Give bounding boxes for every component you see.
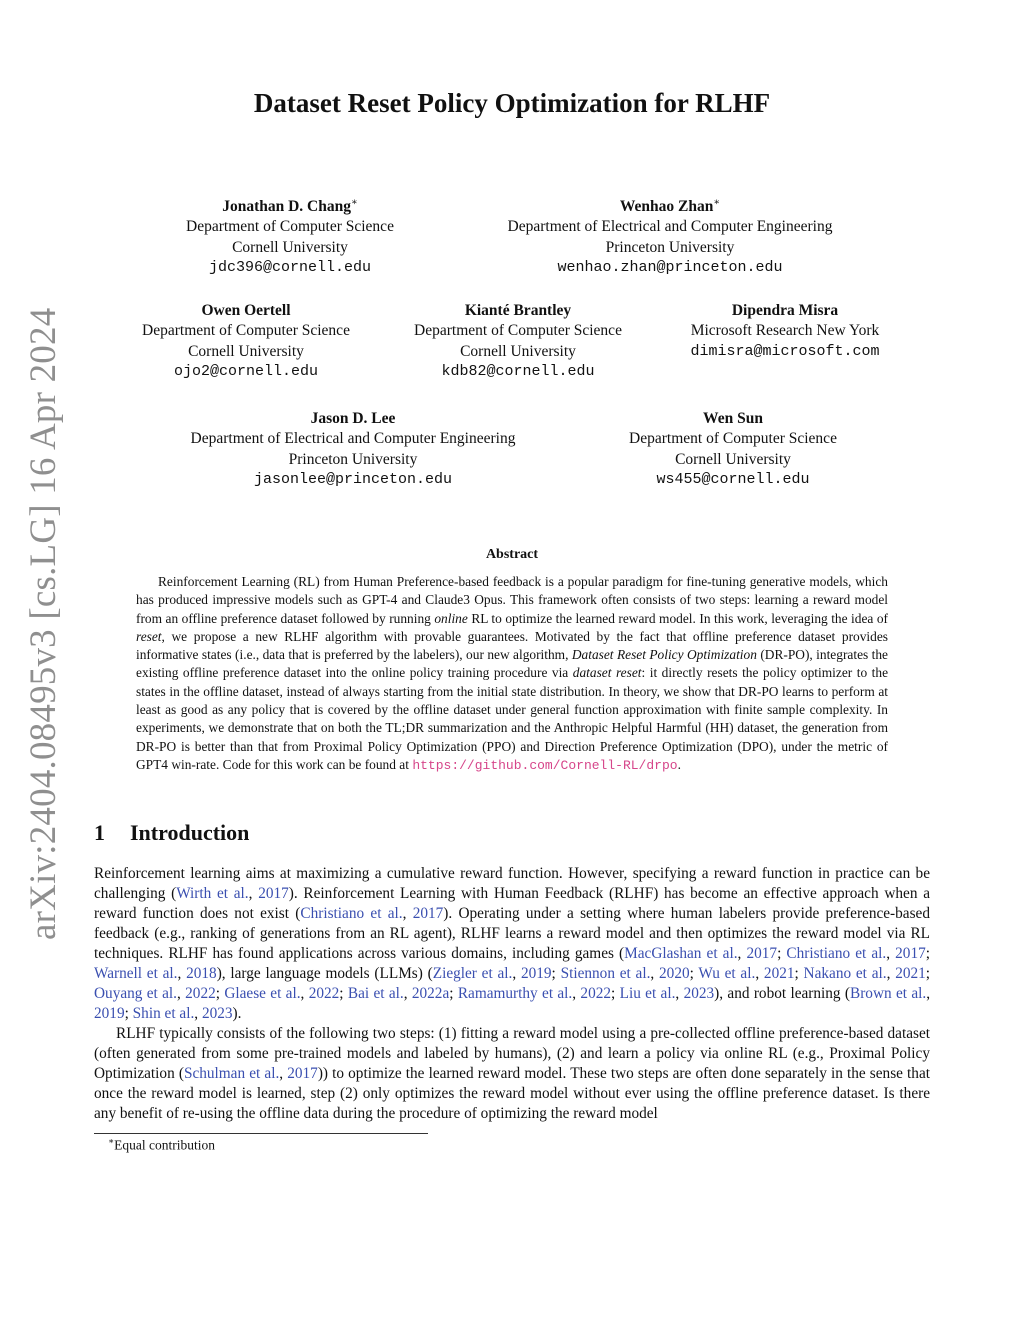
author-block xyxy=(191,409,516,490)
paragraph-text: , xyxy=(755,965,764,982)
intro-paragraph xyxy=(94,1024,930,1124)
paragraph-text: , xyxy=(194,1005,202,1022)
citation-link[interactable]: 2023 xyxy=(683,985,715,1002)
intro-paragraph xyxy=(94,864,930,1024)
citation-link[interactable]: Christiano et al. xyxy=(786,945,887,962)
paragraph-text: ; xyxy=(339,985,348,1002)
author-institution: Cornell University xyxy=(460,342,576,360)
abstract-heading: Abstract xyxy=(485,547,539,562)
citation-link[interactable]: Ouyang et al. xyxy=(94,985,177,1002)
citation-link[interactable]: 2017 xyxy=(287,1065,318,1082)
paragraph-text: ; xyxy=(689,965,699,982)
footnote-mark: ∗ xyxy=(108,1136,115,1146)
author-email[interactable]: wenhao.zhan@princeton.edu xyxy=(557,259,783,277)
paragraph-text: )) to optimize the learned reward model. These two steps are often done separately in the sense that once the reward model is learned, step (2) only optimizes the reward model without ever using the offline preference dataset. Is there any benefit of re-using the offline data during the procedure of optimizing the reward model xyxy=(94,1065,930,1122)
citation-link[interactable]: Ramamurthy et al. xyxy=(457,985,573,1002)
code-link[interactable]: https://github.com/Cornell-RL/drpo xyxy=(412,757,678,773)
paragraph-text: , xyxy=(402,905,413,922)
citation-link[interactable]: Ziegler et al. xyxy=(432,965,513,982)
citation-link[interactable]: Brown et al. xyxy=(850,985,927,1002)
section-title: Introduction xyxy=(130,820,250,845)
author-block xyxy=(186,193,394,278)
abstract-text: Reinforcement Learning (RL) from Human Preference-based feedback is a popular paradigm for fine-tuning generative models, which has produced impressive models such as GPT-4 and Claude3 Opus. This framework often consists of two steps: learning a reward model from an offline preference dataset followed by running online RL to optimize the learned reward model. In this work, leveraging the idea of reset, we propose a new RLHF algorithm with provable guarantees. Motivated by the fact that offline preference dataset provides informative states (i.e., data that is preferred by the labelers), our new algorithm, Dataset Reset Policy Optimization (DR-PO), integrates the existing offline preference dataset into the online policy training procedure via dataset reset: it directly resets the policy optimizer to the states in the offline dataset, instead of always starting from the initial state distribution. In theory, we show that DR-PO learns to perform at least as good as any policy that is covered by the offline dataset under general function approximation with finite sample complexity. In experiments, we demonstrate that on both the TL;DR summarization and the Anthropic Helpful Harmful (HH) dataset, the generation from DR-PO is better than that from Proximal Policy Optimization (PPO) and Direction Preference Optimization (DPO), under the metric of GPT4 win-rate. Code for this work can be found at https://github.com/Cornell-RL/drpo. xyxy=(136,574,889,773)
citation-link[interactable]: 2017 xyxy=(746,945,778,962)
citation-link[interactable]: Shin et al. xyxy=(132,1005,195,1022)
section-heading xyxy=(94,820,249,846)
author-email[interactable]: dimisra@microsoft.com xyxy=(690,342,880,360)
author-name: Wen Sun xyxy=(703,410,763,427)
citation-link[interactable]: 2017 xyxy=(895,945,926,962)
author-institution: Princeton University xyxy=(605,238,735,256)
paragraph-text: , xyxy=(737,945,747,962)
footnote-divider xyxy=(94,1133,428,1134)
author-department: Department of Electrical and Computer Engineering xyxy=(190,430,516,448)
citation-link[interactable]: Bai et al. xyxy=(347,985,404,1002)
paragraph-text: , xyxy=(886,945,896,962)
paragraph-text: , xyxy=(650,965,660,982)
citation-link[interactable]: 2022 xyxy=(185,985,216,1002)
footnote-text: Equal contribution xyxy=(114,1137,215,1153)
author-block xyxy=(629,409,837,490)
paragraph-text: ; xyxy=(794,965,804,982)
author-email[interactable]: jdc396@cornell.edu xyxy=(208,259,372,277)
equal-contribution-mark: ∗ xyxy=(713,197,721,208)
author-department: Department of Computer Science xyxy=(186,218,394,236)
paragraph-text: ; xyxy=(777,945,787,962)
paper-title: Dataset Reset Policy Optimization for RLHF xyxy=(253,88,771,118)
citation-link[interactable]: 2018 xyxy=(186,965,217,982)
author-institution: Cornell University xyxy=(232,238,348,256)
author-name: Wenhao Zhan xyxy=(619,198,714,216)
paragraph-text: ). Operating under a setting where human labelers provide preference-based feedback (e.g., ranking of generations from an RL agent), RLHF learns a reward model and then optimizes the reward model via RL techniques. RLHF has found applications across various domains, including games ( xyxy=(94,905,930,962)
author-name: Dipendra Misra xyxy=(731,302,839,319)
paragraph-text: Reinforcement learning aims at maximizing a cumulative reward function. However, specifying a reward function in practice can be challenging ( xyxy=(94,865,930,902)
author-block xyxy=(414,301,622,382)
citation-link[interactable]: MacGlashan et al. xyxy=(624,945,738,962)
paragraph-text: , xyxy=(926,985,931,1002)
author-block xyxy=(142,301,350,382)
paragraph-text: , xyxy=(886,965,896,982)
citation-link[interactable]: 2017 xyxy=(412,905,444,922)
citation-link[interactable]: Nakano et al. xyxy=(803,965,887,982)
paragraph-text: ), large language models (LLMs) ( xyxy=(216,965,433,982)
paragraph-text: ). xyxy=(232,1005,242,1022)
citation-link[interactable]: Schulman et al. xyxy=(183,1065,280,1082)
citation-link[interactable]: 2019 xyxy=(520,965,552,982)
paragraph-text: ), and robot learning ( xyxy=(714,985,850,1002)
citation-link[interactable]: Christiano et al. xyxy=(300,905,403,922)
author-block xyxy=(508,193,833,278)
citation-link[interactable]: 2020 xyxy=(659,965,690,982)
paragraph-text: , xyxy=(675,985,684,1002)
author-institution: Cornell University xyxy=(675,450,791,468)
citation-link[interactable]: 2019 xyxy=(94,1005,125,1022)
author-email[interactable]: ojo2@cornell.edu xyxy=(173,362,319,380)
paragraph-text: ; xyxy=(925,965,931,982)
citation-link[interactable]: Wu et al. xyxy=(698,965,756,982)
citation-link[interactable]: Warnell et al. xyxy=(94,965,178,982)
paragraph-text: , xyxy=(177,985,186,1002)
equal-contribution-mark: ∗ xyxy=(350,197,358,208)
author-name: Kianté Brantley xyxy=(464,302,572,319)
arxiv-identifier: arXiv:2404.08495v3 [cs.LG] 16 Apr 2024 xyxy=(23,307,64,940)
paragraph-text: , xyxy=(403,985,412,1002)
section-number: 1 xyxy=(94,820,105,845)
citation-link[interactable]: 2021 xyxy=(895,965,926,982)
author-department: Microsoft Research New York xyxy=(690,322,880,340)
author-department: Department of Electrical and Computer Engineering xyxy=(507,218,833,236)
author-department: Department of Computer Science xyxy=(414,322,622,340)
author-name: Jason D. Lee xyxy=(310,410,396,427)
citation-link[interactable]: Glaese et al. xyxy=(224,985,301,1002)
citation-link[interactable]: 2023 xyxy=(201,1005,233,1022)
citation-link[interactable]: Stiennon et al. xyxy=(560,965,651,982)
paragraph-text: ; xyxy=(449,985,458,1002)
author-name: Jonathan D. Chang xyxy=(222,198,351,216)
citation-link[interactable]: 2022 xyxy=(308,985,340,1002)
paragraph-text: ; xyxy=(611,985,620,1002)
paragraph-text: , xyxy=(512,965,521,982)
author-email[interactable]: jasonlee@princeton.edu xyxy=(253,470,453,488)
author-name: Owen Oertell xyxy=(201,302,291,319)
citation-link[interactable]: 2021 xyxy=(763,965,795,982)
paragraph-text: , xyxy=(300,985,309,1002)
footnote xyxy=(108,1136,215,1154)
citation-link[interactable]: 2022a xyxy=(411,985,450,1002)
paragraph-text: , xyxy=(572,985,581,1002)
paragraph-text: , xyxy=(279,1065,288,1082)
paragraph-text: ; xyxy=(124,1005,133,1022)
paragraph-text: ; xyxy=(551,965,561,982)
author-email[interactable]: ws455@cornell.edu xyxy=(656,470,810,488)
author-block xyxy=(690,301,879,362)
paragraph-text: ; xyxy=(925,945,930,962)
author-institution: Princeton University xyxy=(288,450,418,468)
paragraph-text: , xyxy=(248,885,259,902)
author-institution: Cornell University xyxy=(188,342,304,360)
citation-link[interactable]: 2022 xyxy=(580,985,612,1002)
paragraph-text: RLHF typically consists of the following two steps: (1) fitting a reward model using a pre-collected offline preference-based dataset (often generated from some pre-trained models and labeled by humans), (2) and learn a policy via online RL (e.g., Proximal Policy Optimization ( xyxy=(94,1025,930,1082)
paragraph-text: , xyxy=(177,965,187,982)
author-email[interactable]: kdb82@cornell.edu xyxy=(441,362,595,380)
paragraph-text: ). Reinforcement Learning with Human Feedback (RLHF) has become an effective approach when a reward function does not exist ( xyxy=(94,885,930,922)
author-department: Department of Computer Science xyxy=(629,430,837,448)
citation-link[interactable]: 2017 xyxy=(258,885,289,902)
citation-link[interactable]: Liu et al. xyxy=(619,985,676,1002)
citation-link[interactable]: Wirth et al. xyxy=(176,885,249,902)
paragraph-text: ; xyxy=(215,985,225,1002)
author-department: Department of Computer Science xyxy=(142,322,350,340)
